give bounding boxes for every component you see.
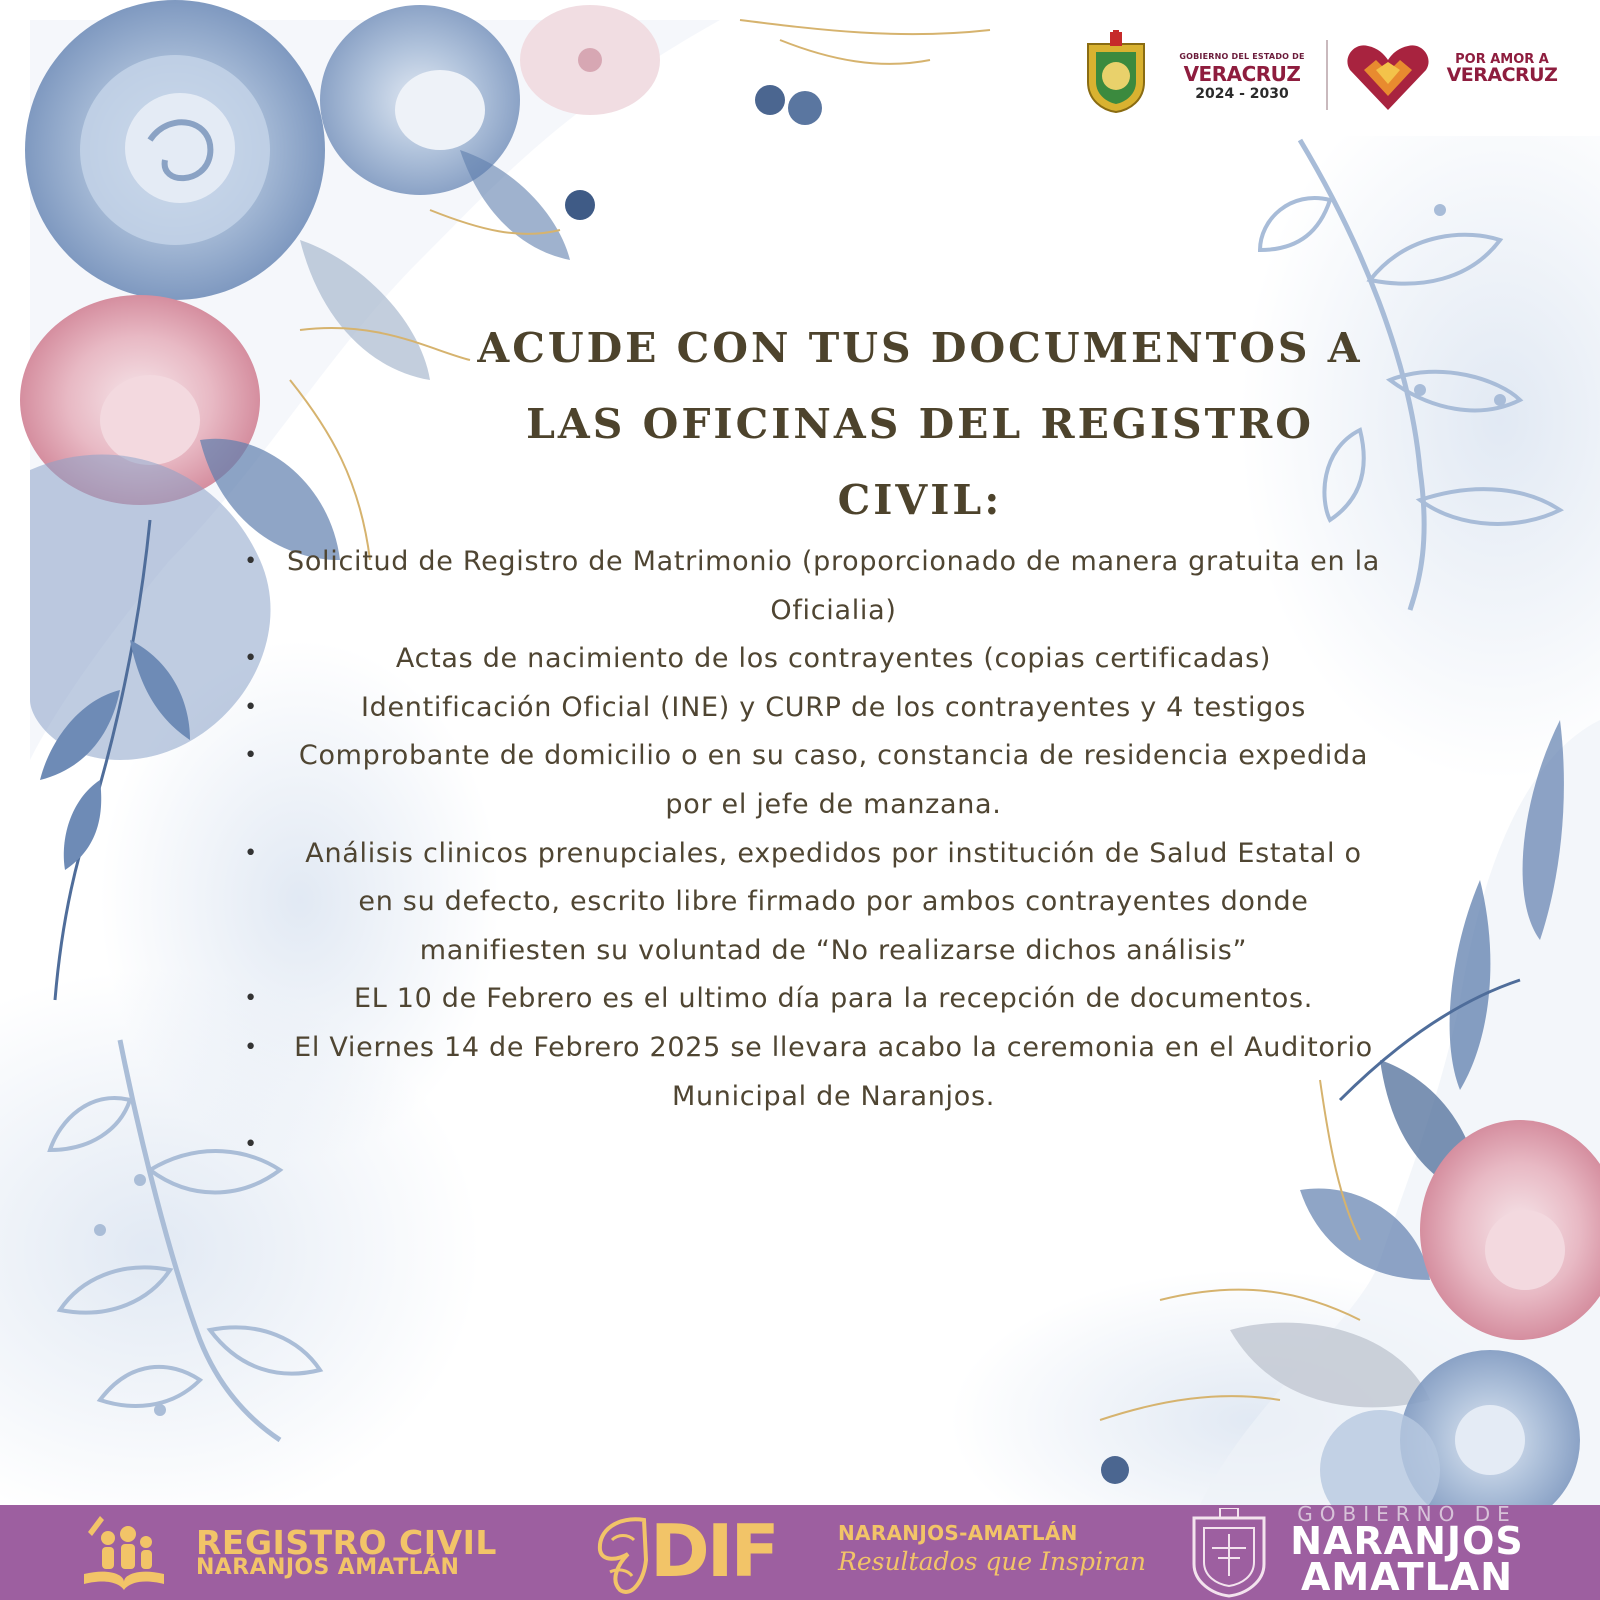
dif-wordmark: DIF [650,1509,777,1593]
state-government-label: GOBIERNO DEL ESTADO DE [1179,52,1305,61]
list-item-text: Actas de nacimiento de los contrayentes (copias certificadas) [395,643,1272,675]
list-item [236,538,1381,635]
logo-divider [1326,40,1328,110]
state-name: VERACRUZ [1183,62,1301,86]
list-item [236,975,1381,1024]
list-item-text: Identificación Oficial (INE) y CURP de los contrayentes y 4 testigos [360,691,1307,723]
municipality-name-line1: NARANJOS [1290,1519,1524,1563]
registro-civil-subtitle: NARANJOS AMATLÁN [196,1555,460,1580]
registro-civil-title: REGISTRO CIVIL [196,1523,497,1562]
bullet: • [244,840,258,866]
list-item [236,830,1381,976]
heart-logo-icon [1346,40,1430,112]
dif-tagline: Resultados que Inspiran [838,1547,1146,1576]
municipality-name-line2: AMATLAN [1300,1555,1514,1599]
municipal-crest-icon [1188,1508,1270,1598]
butterfly-icon [588,1510,652,1596]
list-item-empty [236,1121,1381,1170]
list-item-text: EL 10 de Febrero es el ultimo día para la recepción de documentos. [353,983,1314,1015]
list-item-text: El Viernes 14 de Febrero 2025 se llevara acabo la ceremonia en el Auditorio Municipal de Naranjos. [294,1031,1373,1112]
list-item-text: Análisis clinicos prenupciales, expedidos por institución de Salud Estatal o en su defecto, escrito libre firmado por ambos contrayentes donde manifiesten su voluntad de “No realizarse dichos análisis” [305,837,1362,966]
bullet: • [244,1132,258,1158]
bullet: • [244,549,258,574]
bullet: • [244,986,258,1012]
list-item [236,732,1381,829]
slogan-line-1: POR AMOR A [1455,52,1549,67]
list-item-text: Comprobante de domicilio o en su caso, constancia de residencia expedida por el jefe de manzana. [298,740,1369,820]
bullet: • [244,1034,258,1060]
veracruz-seal-icon [1082,30,1150,114]
list-item [236,1024,1381,1121]
title-line-2: LAS OFICINAS DEL REGISTRO CIVIL: [526,400,1314,524]
bullet: • [244,646,258,672]
bullet: • [244,694,258,720]
gobierno-de-label: GOBIERNO DE [1297,1502,1517,1526]
list-item [236,684,1381,733]
slogan-line-2: VERACRUZ [1446,64,1558,86]
family-book-icon [78,1512,170,1592]
state-administration-years: 2024 - 2030 [1195,86,1289,102]
requirements-list [236,538,1381,1170]
bullet: • [244,743,258,769]
title-line-1: ACUDE CON TUS DOCUMENTOS A [477,324,1363,372]
page-title [440,310,1400,538]
list-item-text: Solicitud de Registro de Matrimonio (proporcionado de manera gratuita en la Oficialia) [286,546,1381,626]
list-item [236,635,1381,684]
dif-location: NARANJOS-AMATLÁN [838,1521,1078,1545]
